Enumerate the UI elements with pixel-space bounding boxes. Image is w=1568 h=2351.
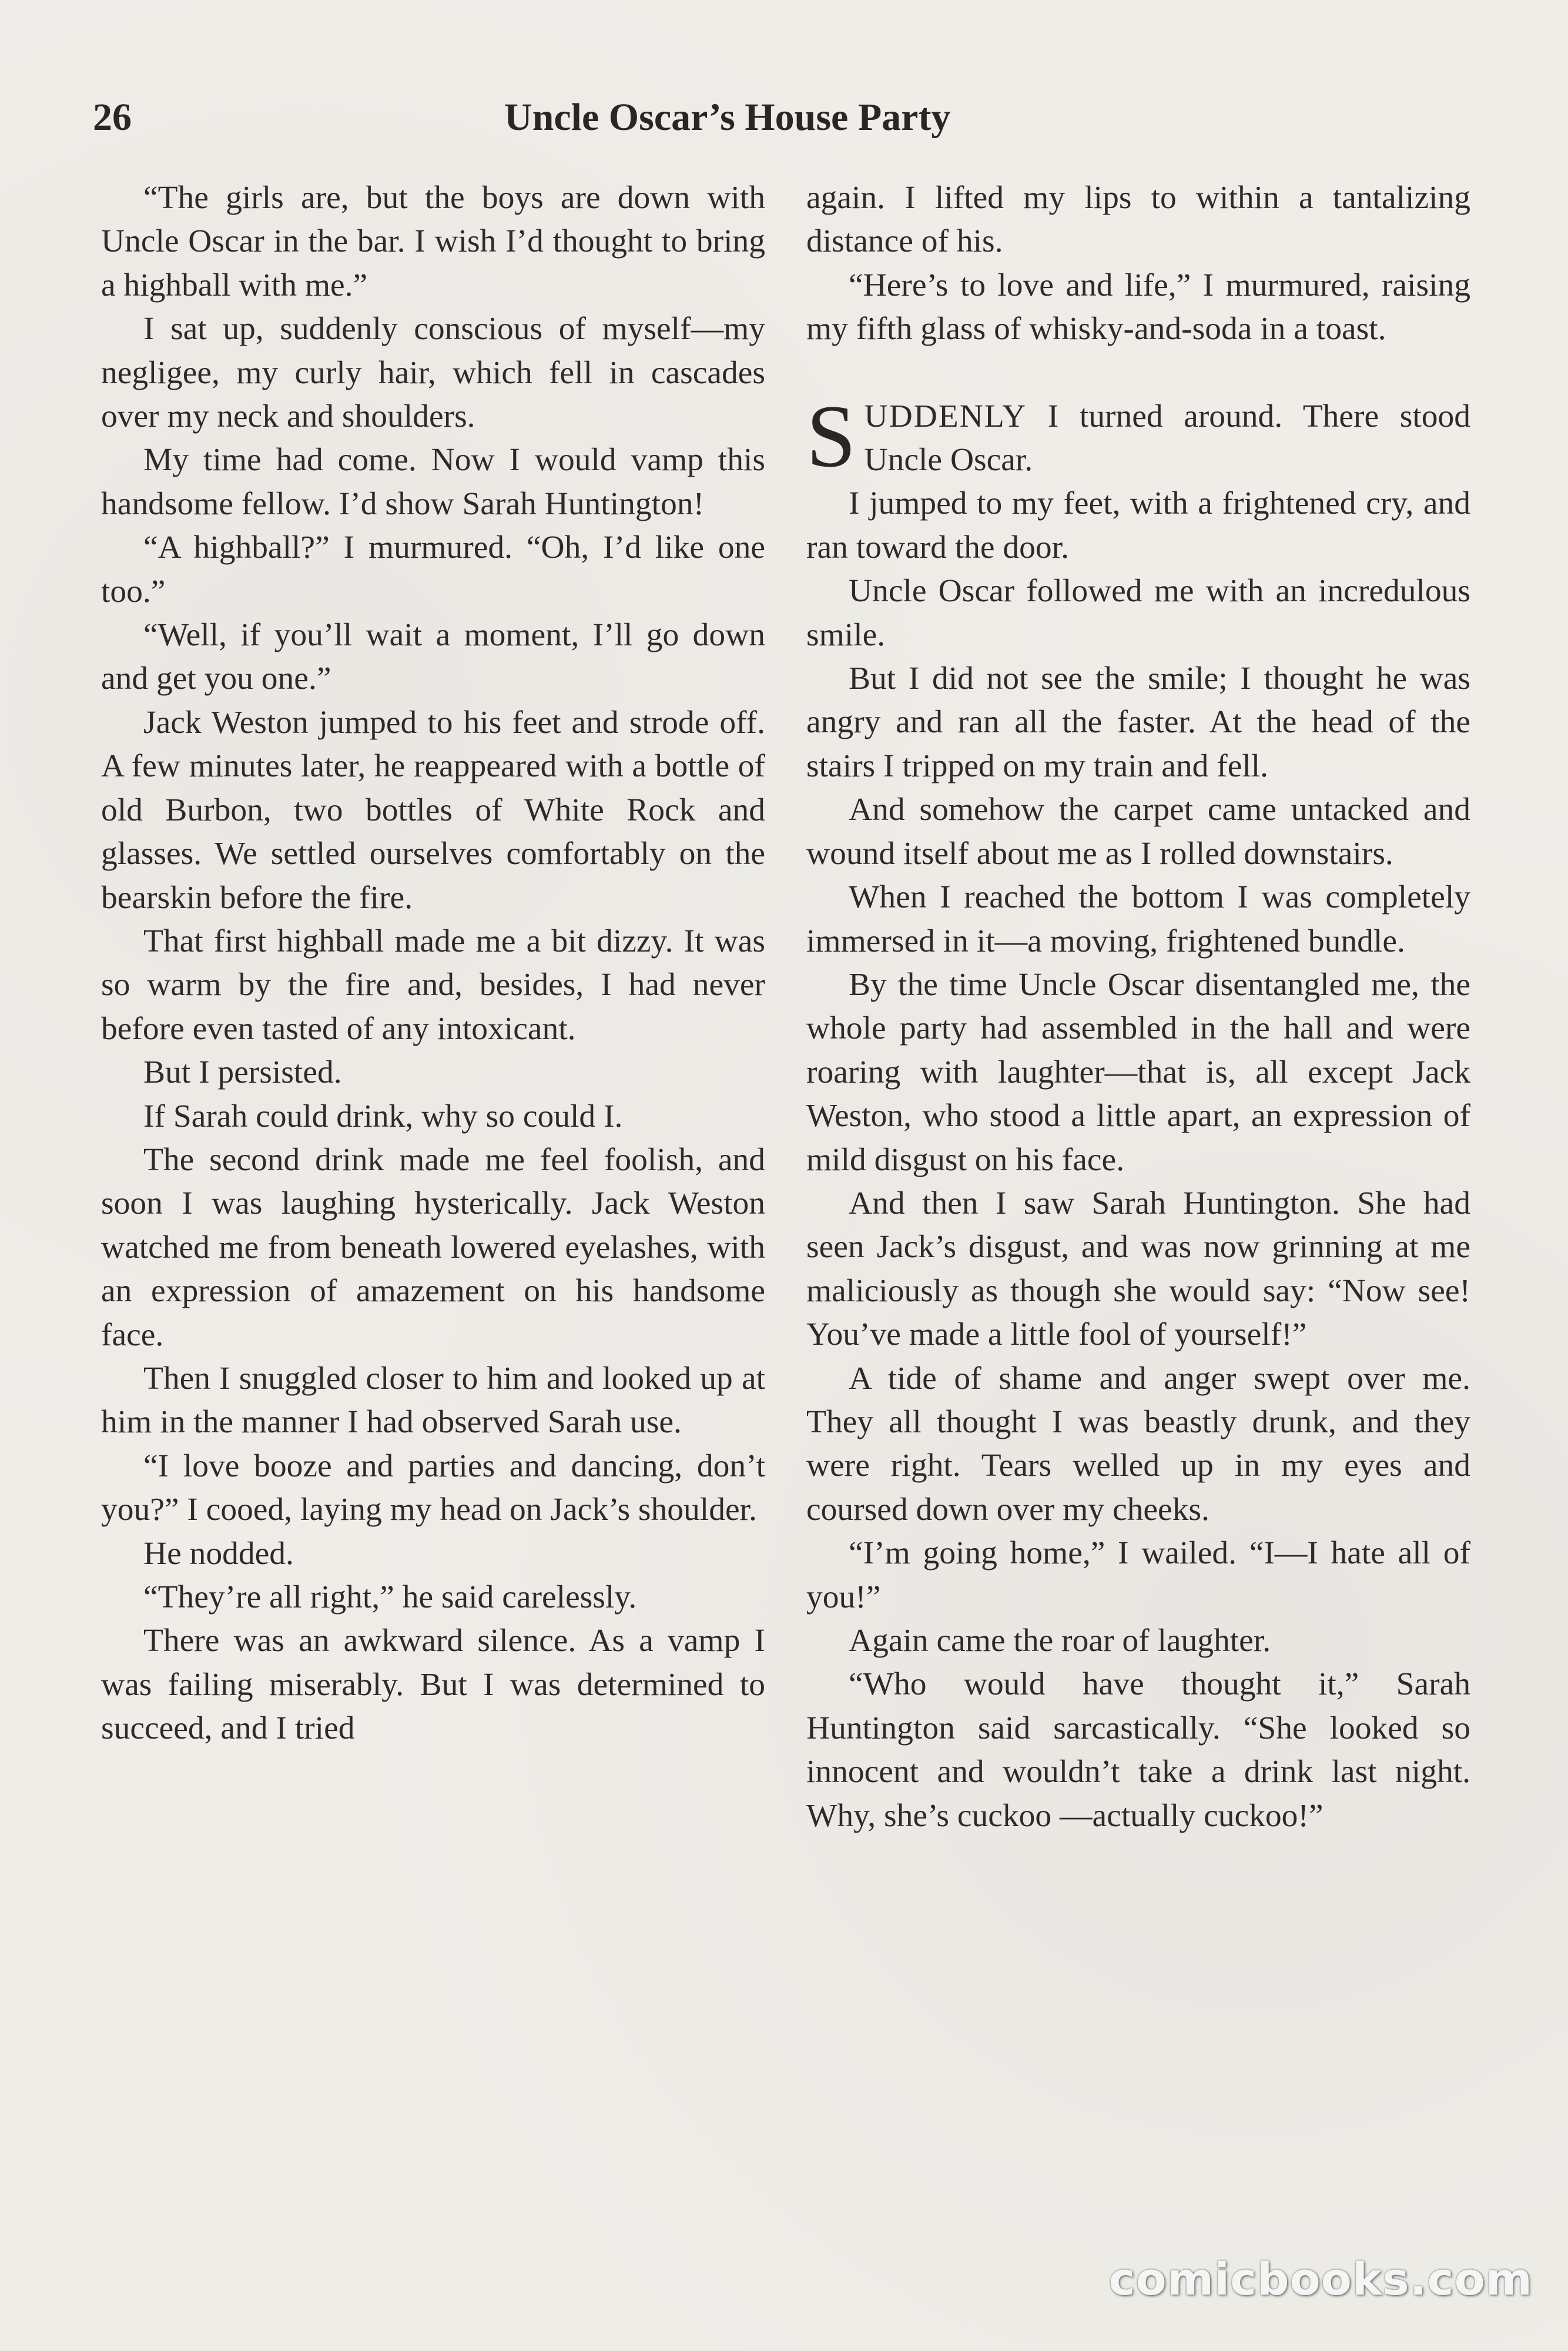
paragraph: There was an awkward silence. As a vamp I was failing miserably. But I was determined to succeed, and I tried	[101, 1623, 765, 1747]
paragraph: That first highball made me a bit dizzy. It was so warm by the fire and, besides, I had never before even tasted of any intoxicant.	[101, 923, 765, 1047]
paragraph: Jack Weston jumped to his feet and strode off. A few minutes later, he reappeared with a bottle of old Burbon, two bottles of White Rock and glasses. We settled ourselves comfortably on the bearskin before the fire.	[101, 704, 765, 916]
paragraph: “Here’s to love and life,” I murmured, raising my fifth glass of whisky-and-soda in a toast.	[806, 267, 1470, 347]
running-title: Uncle Oscar’s House Party	[504, 96, 951, 139]
paragraph: “A highball?” I murmured. “Oh, I’d like one too.”	[101, 530, 765, 609]
paragraph: But I did not see the smile; I thought he was angry and ran all the faster. At the head of the stairs I tripped on my train and fell.	[806, 661, 1470, 784]
paragraph: But I persisted.	[143, 1054, 342, 1091]
paragraph: “Who would have thought it,” Sarah Huntington said sarcastically. “She looked so innocent and wouldn’t take a drink last night. Why, she’s cuckoo —actually cuckoo!”	[806, 1666, 1470, 1834]
section-lead-caps: UDDENLY	[864, 398, 1027, 434]
left-column	[101, 176, 765, 1751]
page-header	[93, 88, 1057, 147]
paragraph: And then I saw Sarah Huntington. She had seen Jack’s disgust, and was now grinning at me maliciously as though she would say: “Now see! You’ve made a little fool of yourself!”	[806, 1185, 1470, 1353]
paragraph: When I reached the bottom I was completely immersed in it—a moving, frightened bundle.	[806, 879, 1470, 959]
paragraph: “I love booze and parties and dancing, don’t you?” I cooed, laying my head on Jack’s shoulder.	[101, 1448, 765, 1528]
paragraph: A tide of shame and anger swept over me. They all thought I was beastly drunk, and they were right. Tears welled up in my eyes and coursed down over my cheeks.	[806, 1360, 1470, 1528]
paragraph: My time had come. Now I would vamp this handsome fellow. I’d show Sarah Huntington!	[101, 442, 765, 522]
paragraph: And somehow the carpet came untacked and wound itself about me as I rolled downstairs.	[806, 792, 1470, 872]
paragraph: “They’re all right,” he said carelessly.	[143, 1579, 637, 1615]
paragraph: “The girls are, but the boys are down with Uncle Oscar in the bar. I wish I’d thought to bring a highball with me.”	[101, 180, 765, 303]
watermark-logo: comicbooks.com	[1108, 2253, 1533, 2305]
paragraph: Again came the roar of laughter.	[849, 1623, 1271, 1659]
paragraph: I sat up, suddenly conscious of myself—my negligee, my curly hair, which fell in cascades over my neck and shoulders.	[101, 311, 765, 435]
drop-cap: S	[806, 386, 856, 485]
section-lead-rest: I turned around. There stood Uncle Oscar.	[864, 398, 1470, 478]
paragraph: Then I snuggled closer to him and looked up at him in the manner I had observed Sarah use.	[101, 1360, 765, 1441]
paragraph: By the time Uncle Oscar disentangled me, the whole party had assembled in the hall and were roaring with laughter—that is, all except Jack Weston, who stood a little apart, an expression of mild disgust on his face.	[806, 966, 1470, 1178]
section-opening-paragraph	[806, 386, 1470, 485]
paragraph: I jumped to my feet, with a frightened cry, and ran toward the door.	[806, 485, 1470, 565]
paragraph: The second drink made me feel foolish, and soon I was laughing hysterically. Jack Weston watched me from beneath lowered eyelashes, with an expression of amazement on his handsome face.	[101, 1141, 765, 1353]
paragraph: He nodded.	[143, 1535, 294, 1572]
paragraph: Uncle Oscar followed me with an incredulous smile.	[806, 573, 1470, 653]
paragraph: “Well, if you’ll wait a moment, I’ll go down and get you one.”	[101, 617, 765, 697]
page-number: 26	[93, 96, 132, 139]
right-column	[806, 176, 1470, 1838]
paragraph: “I’m going home,” I wailed. “I—I hate all of you!”	[806, 1535, 1470, 1615]
paragraph: If Sarah could drink, why so could I.	[143, 1098, 623, 1134]
continuation-paragraph: again. I lifted my lips to within a tantalizing distance of his.	[806, 180, 1470, 260]
